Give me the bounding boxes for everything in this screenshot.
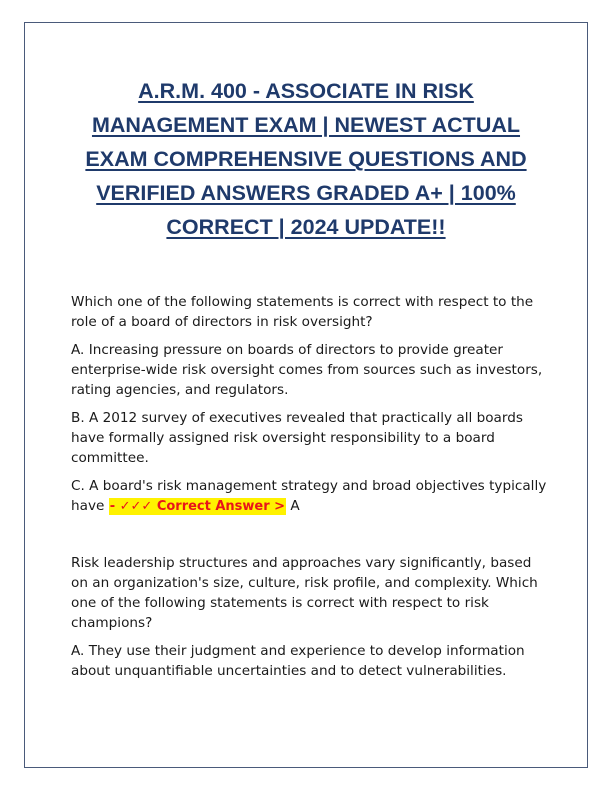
question-2: Risk leadership structures and approaches vary significantly, based on an organization's size, culture, risk profile, and complexity. Which one of the following statements is correct with respect to risk champions? [71, 555, 538, 631]
question-1-option-a: A. Increasing pressure on boards of directors to provide greater enterprise-wide risk oversight comes from sources such as investors, rating agencies, and regulators. [71, 342, 543, 398]
question-1-option-c [71, 476, 551, 517]
question-2-option-a: A. They use their judgment and experience to develop information about unquantifiable uncertainties and to detect vulnerabilities. [71, 643, 525, 679]
correct-answer-marker: - ✓✓✓ Correct Answer > [109, 499, 286, 514]
document-title: A.R.M. 400 - ASSOCIATE IN RISK MANAGEMENT EXAM | NEWEST ACTUAL EXAM COMPREHENSIVE QUESTIONS AND VERIFIED ANSWERS GRADED A+ | 100% CORRECT | 2024 UPDATE!! [85, 79, 527, 239]
document-body [71, 292, 551, 689]
question-1: Which one of the following statements is correct with respect to the role of a board of directors in risk oversight? [71, 294, 534, 330]
option-c-text: C. A board's risk management strategy and broad objectives typically have [71, 478, 547, 514]
correct-answer-value: A [286, 498, 300, 514]
question-1-option-b: B. A 2012 survey of executives revealed that practically all boards have formally assigned risk oversight responsibility to a board committee. [71, 410, 523, 466]
